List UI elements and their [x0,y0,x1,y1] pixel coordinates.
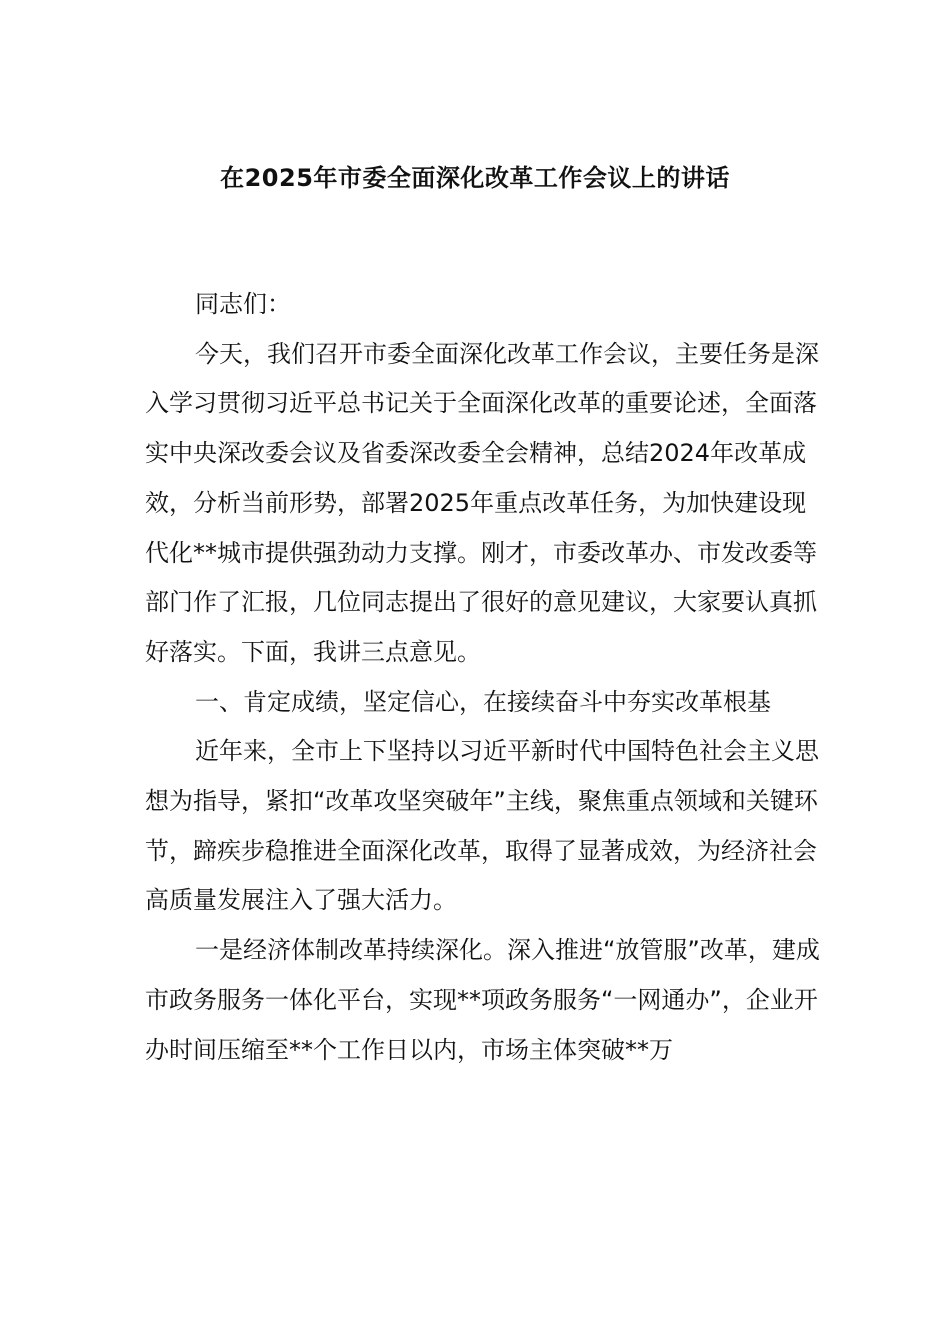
body-paragraph: 近年来，全市上下坚持以习近平新时代中国特色社会主义思想为指导，紧扣“改革攻坚突破年”主线，聚焦重点领域和关键环节，蹄疾步稳推进全面深化改革，取得了显著成效，为经济社会高质量发展注入了强大活力。 [145,737,819,915]
body-paragraph: 一是经济体制改革持续深化。深入推进“放管服”改革，建成市政务服务一体化平台，实现**项政务服务“一网通办”，企业开办时间压缩至**个工作日以内，市场主体突破**万 [145,936,820,1064]
section-heading: 一、肯定成绩，坚定信心，在接续奋斗中夯实改革根基 [195,687,771,716]
salutation-paragraph: 同志们： [195,290,291,318]
opening-paragraph: 今天，我们召开市委全面深化改革工作会议，主要任务是深入学习贯彻习近平总书记关于全面深化改革的重要论述，全面落实中央深改委会议及省委深改委全会精神，总结2024年改革成效，分析当前形势，部署2025年重点改革任务，为加快建设现代化**城市提供强劲动力支撑。刚才，市委改革办、市发改委等部门作了汇报，几位同志提出了很好的意见建议，大家要认真抓好落实。下面，我讲三点意见。 [145,339,819,666]
document-body [145,280,825,1075]
document-title: 在2025年市委全面深化改革工作会议上的讲话 [220,164,730,192]
